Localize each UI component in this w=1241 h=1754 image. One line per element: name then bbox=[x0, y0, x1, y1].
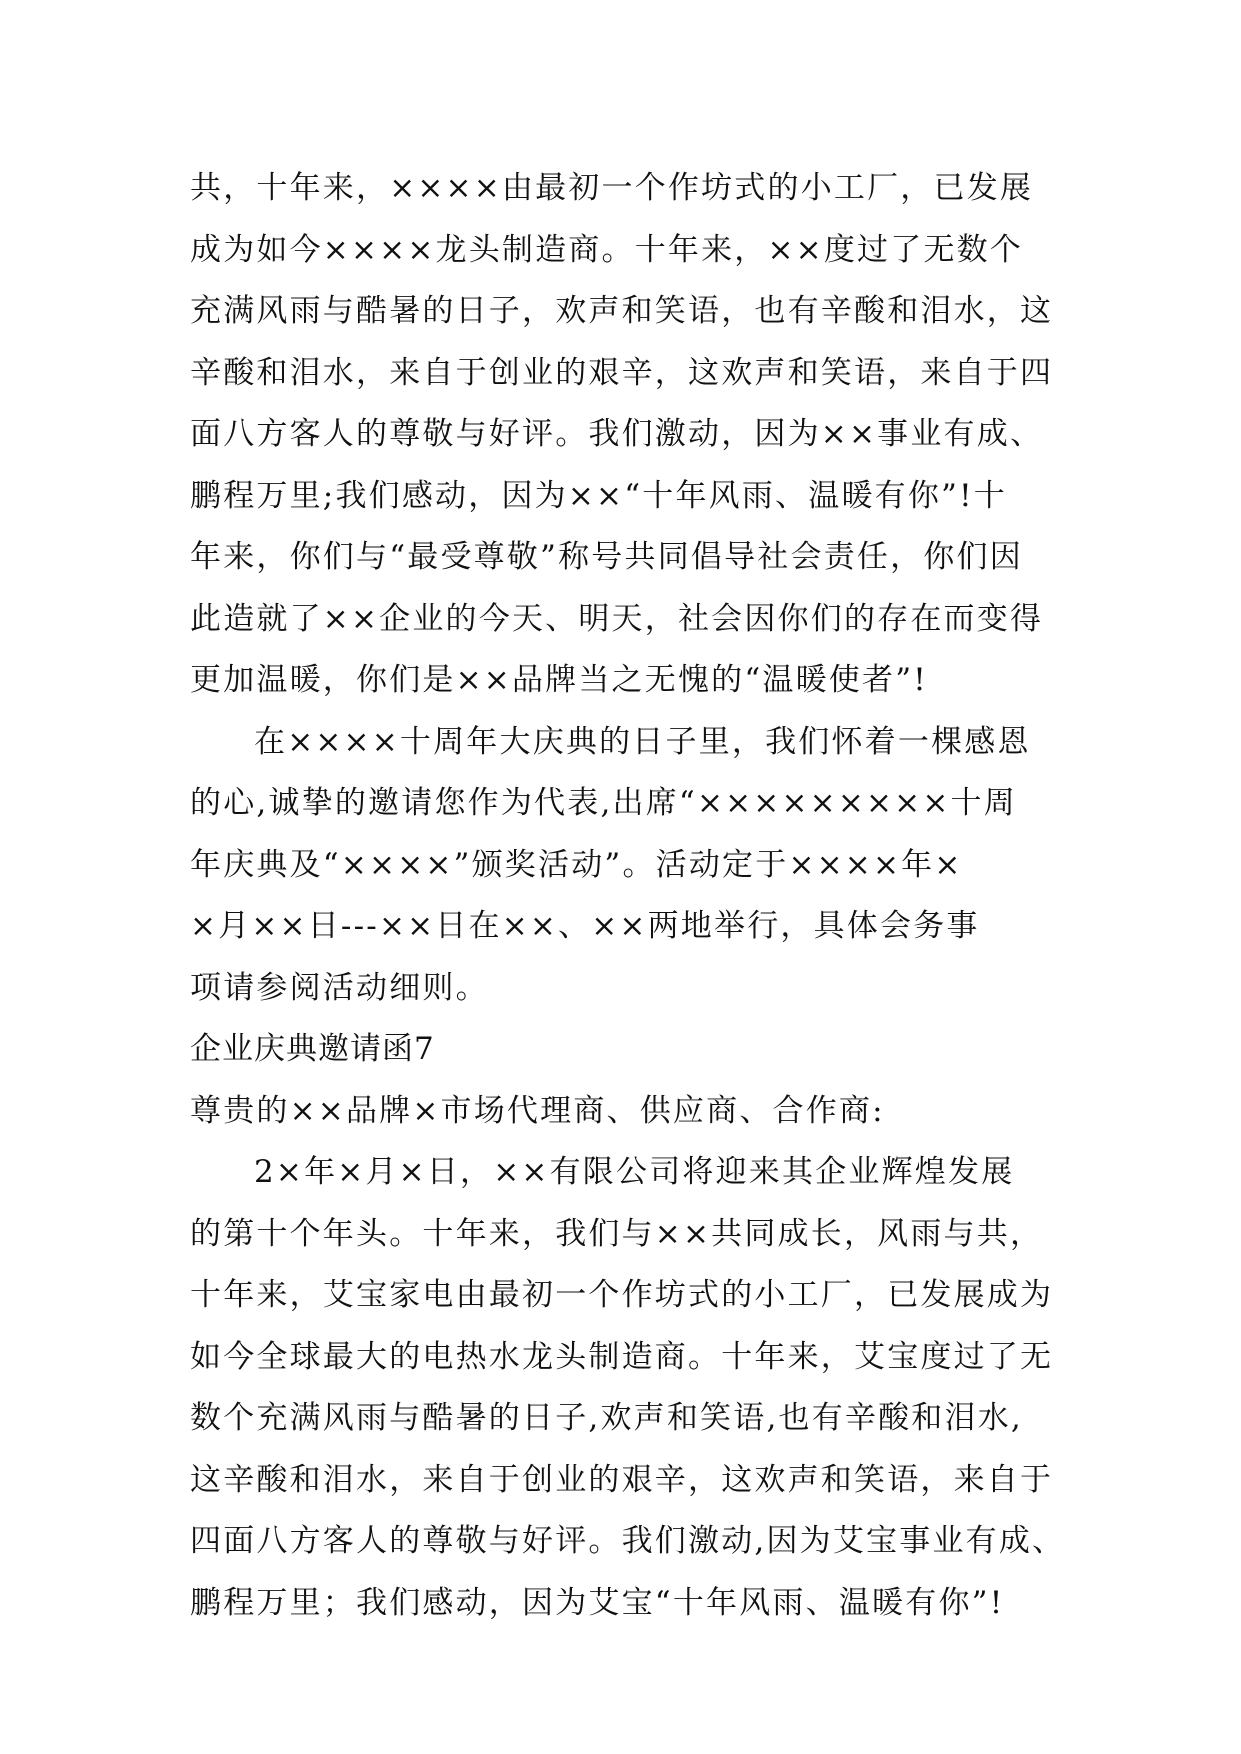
text-line: 年来，你们与“最受尊敬”称号共同倡导社会责任，你们因 bbox=[190, 539, 1023, 575]
text-line: 共，十年来，××××由最初一个作坊式的小工厂，已发展 bbox=[190, 170, 1034, 206]
text-line: 年庆典及“××××”颁奖活动”。活动定于××××年× bbox=[190, 846, 963, 883]
text-line: 这辛酸和泪水，来自于创业的艰辛，这欢声和笑语，来自于 bbox=[190, 1461, 1054, 1498]
text-line: 项请参阅活动细则。 bbox=[190, 969, 489, 1006]
text-line: 在××××十周年大庆典的日子里，我们怀着一棵感恩 bbox=[254, 723, 1031, 760]
text-line: 尊贵的××品牌×市场代理商、供应商、合作商: bbox=[190, 1092, 885, 1129]
text-line: 成为如今××××龙头制造商。十年来，××度过了无数个 bbox=[190, 231, 1024, 268]
text-line: 十年来，艾宝家电由最初一个作坊式的小工厂，已发展成为 bbox=[190, 1277, 1054, 1313]
text-line: 充满风雨与酷暑的日子，欢声和笑语，也有辛酸和泪水，这 bbox=[190, 293, 1054, 329]
text-line: 如今全球最大的电热水龙头制造商。十年来，艾宝度过了无 bbox=[190, 1338, 1054, 1375]
document-body bbox=[190, 158, 1070, 1634]
text-line: ×月××日---××日在××、××两地举行，具体会务事 bbox=[190, 908, 980, 944]
text-line: 数个充满风雨与酷暑的日子,欢声和笑语,也有辛酸和泪水, bbox=[190, 1400, 1023, 1436]
section-heading: 企业庆典邀请函7 bbox=[190, 1031, 435, 1067]
text-line: 更加温暖，你们是××品牌当之无愧的“温暖使者”! bbox=[190, 662, 928, 698]
text-line: 的心,诚挚的邀请您作为代表,出席“×××××××××十周 bbox=[190, 785, 1017, 821]
text-line: 辛酸和泪水，来自于创业的艰辛，这欢声和笑语，来自于四 bbox=[190, 354, 1054, 391]
text-line: 鹏程万里;我们感动，因为××“十年风雨、温暖有你”!十 bbox=[190, 477, 1007, 514]
text-line: 面八方客人的尊敬与好评。我们激动，因为××事业有成、 bbox=[190, 416, 1044, 452]
text-line: 2×年×月×日，××有限公司将迎来其企业辉煌发展 bbox=[254, 1154, 1015, 1190]
text-line: 鹏程万里；我们感动，因为艾宝“十年风雨、温暖有你”! bbox=[190, 1584, 1005, 1621]
text-line: 此造就了××企业的今天、明天，社会因你们的存在而变得 bbox=[190, 600, 1044, 637]
text-line: 四面八方客人的尊敬与好评。我们激动,因为艾宝事业有成、 bbox=[190, 1523, 1066, 1559]
text-line: 的第十个年头。十年来，我们与××共同成长，风雨与共， bbox=[190, 1215, 1044, 1252]
